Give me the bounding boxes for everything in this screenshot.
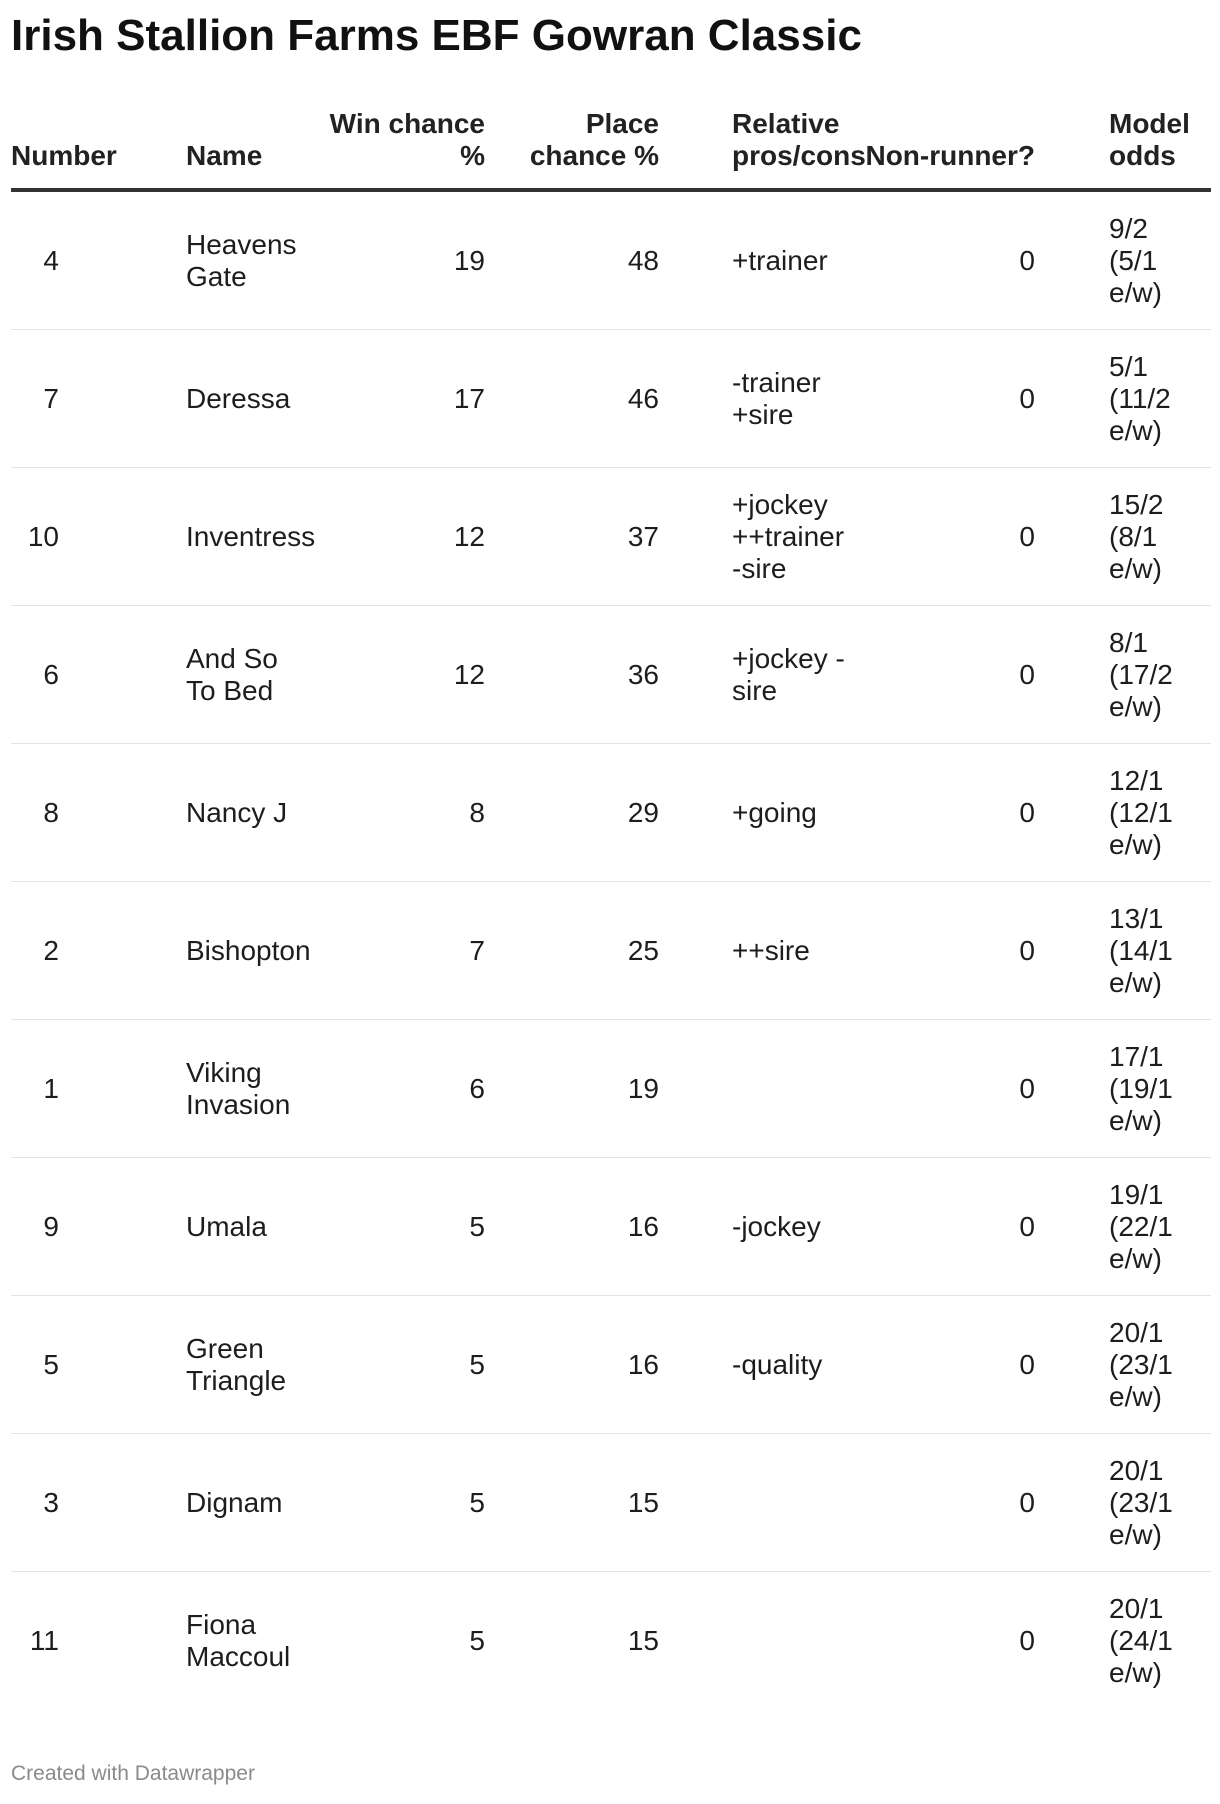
column-header-model-odds[interactable]: Model odds (1045, 108, 1211, 190)
cell-number: 9 (11, 1158, 123, 1296)
cell-pros-cons (669, 1434, 865, 1572)
cell-non-runner: 0 (865, 330, 1045, 468)
attribution-footer: Created with Datawrapper (11, 1762, 255, 1785)
cell-place-chance: 48 (495, 190, 669, 330)
cell-non-runner: 0 (865, 190, 1045, 330)
cell-place-chance: 29 (495, 744, 669, 882)
cell-place-chance: 16 (495, 1158, 669, 1296)
cell-non-runner: 0 (865, 606, 1045, 744)
cell-pros-cons: +jockey ++trainer -sire (669, 468, 865, 606)
cell-horse-name: Inventress (123, 468, 321, 606)
cell-pros-cons: +jockey -sire (669, 606, 865, 744)
cell-non-runner: 0 (865, 744, 1045, 882)
cell-win-chance: 5 (321, 1296, 495, 1434)
column-header-name[interactable]: Name (123, 108, 321, 190)
table-row (11, 606, 1211, 744)
table-row (11, 190, 1211, 330)
cell-horse-name: And So To Bed (123, 606, 321, 744)
cell-non-runner: 0 (865, 1296, 1045, 1434)
cell-win-chance: 6 (321, 1020, 495, 1158)
cell-win-chance: 19 (321, 190, 495, 330)
table-row (11, 1296, 1211, 1434)
cell-number: 10 (11, 468, 123, 606)
cell-non-runner: 0 (865, 468, 1045, 606)
cell-pros-cons: +going (669, 744, 865, 882)
cell-place-chance: 19 (495, 1020, 669, 1158)
cell-number: 5 (11, 1296, 123, 1434)
cell-win-chance: 5 (321, 1158, 495, 1296)
cell-horse-name: Deressa (123, 330, 321, 468)
cell-pros-cons: -trainer +sire (669, 330, 865, 468)
cell-place-chance: 46 (495, 330, 669, 468)
column-header-non-runner[interactable]: Non-runner? (865, 108, 1045, 190)
cell-pros-cons: ++sire (669, 882, 865, 1020)
cell-win-chance: 5 (469, 1624, 485, 1656)
column-header-place-chance[interactable]: Place chance % (495, 108, 669, 190)
cell-non-runner: 0 (865, 1158, 1045, 1296)
cell-place-chance: 37 (495, 468, 669, 606)
cell-win-chance: 17 (321, 330, 495, 468)
cell-place-chance: 15 (495, 1434, 669, 1572)
cell-model-odds: 13/1 (14/1 e/w) (1045, 882, 1211, 1020)
cell-non-runner: 0 (865, 1020, 1045, 1158)
table-row (11, 468, 1211, 606)
cell-win-chance: 5 (321, 1434, 495, 1572)
cell-place-chance: 25 (495, 882, 669, 1020)
cell-win-chance: 7 (321, 882, 495, 1020)
cell-number: 8 (11, 744, 123, 882)
cell-win-chance: 12 (321, 606, 495, 744)
cell-number: 11 (29, 1624, 59, 1656)
cell-number: 2 (11, 882, 123, 1020)
cell-horse-name: Heavens Gate (123, 190, 321, 330)
cell-win-chance: 12 (321, 468, 495, 606)
table-body (11, 190, 1211, 1709)
table-header (11, 108, 1211, 190)
chart-title: Irish Stallion Farms EBF Gowran Classic (11, 11, 862, 60)
table-row (11, 1434, 1211, 1572)
cell-pros-cons: +trainer (669, 190, 865, 330)
cell-horse-name: Green Triangle (123, 1296, 321, 1434)
table-row (11, 744, 1211, 882)
cell-model-odds: 9/2 (5/1 e/w) (1045, 190, 1211, 330)
cell-win-chance: 8 (321, 744, 495, 882)
column-header-pros-cons[interactable]: Relative pros/cons (669, 108, 865, 190)
table-row (11, 1020, 1211, 1158)
cell-place-chance: 16 (495, 1296, 669, 1434)
cell-horse-name: Bishopton (123, 882, 321, 1020)
cell-horse-name: Viking Invasion (123, 1020, 321, 1158)
cell-pros-cons (669, 1020, 865, 1158)
cell-horse-name: Fiona Maccoul (186, 1608, 291, 1672)
cell-pros-cons: -jockey (669, 1158, 865, 1296)
cell-pros-cons: -quality (669, 1296, 865, 1434)
table-row (11, 882, 1211, 1020)
cell-model-odds: 17/1 (19/1 e/w) (1045, 1020, 1211, 1158)
cell-non-runner: 0 (1019, 1624, 1035, 1656)
column-header-number[interactable]: Number (11, 108, 123, 190)
odds-table (11, 108, 1211, 1709)
cell-model-odds: 20/1 (24/1 e/w) (1109, 1592, 1173, 1688)
cell-number: 4 (11, 190, 123, 330)
cell-model-odds: 5/1 (11/2 e/w) (1045, 330, 1211, 468)
cell-number: 6 (11, 606, 123, 744)
cell-place-chance: 15 (627, 1624, 659, 1656)
cell-model-odds: 8/1 (17/2 e/w) (1045, 606, 1211, 744)
cell-number: 7 (11, 330, 123, 468)
cell-place-chance: 36 (495, 606, 669, 744)
table-row (11, 1158, 1211, 1296)
cell-model-odds: 12/1 (12/1 e/w) (1045, 744, 1211, 882)
cell-number: 3 (11, 1434, 123, 1572)
column-header-win-chance[interactable]: Win chance % (321, 108, 495, 190)
cell-pros-cons (669, 1572, 865, 1710)
cell-horse-name: Dignam (123, 1434, 321, 1572)
header-row (11, 108, 1211, 190)
cell-non-runner: 0 (865, 882, 1045, 1020)
cell-number: 1 (11, 1020, 123, 1158)
cell-model-odds: 19/1 (22/1 e/w) (1045, 1158, 1211, 1296)
cell-model-odds: 20/1 (23/1 e/w) (1045, 1434, 1211, 1572)
table-row (11, 1572, 1211, 1710)
cell-model-odds: 15/2 (8/1 e/w) (1045, 468, 1211, 606)
table-row (11, 330, 1211, 468)
cell-horse-name: Umala (123, 1158, 321, 1296)
cell-horse-name: Nancy J (123, 744, 321, 882)
cell-non-runner: 0 (865, 1434, 1045, 1572)
cell-model-odds: 20/1 (23/1 e/w) (1045, 1296, 1211, 1434)
